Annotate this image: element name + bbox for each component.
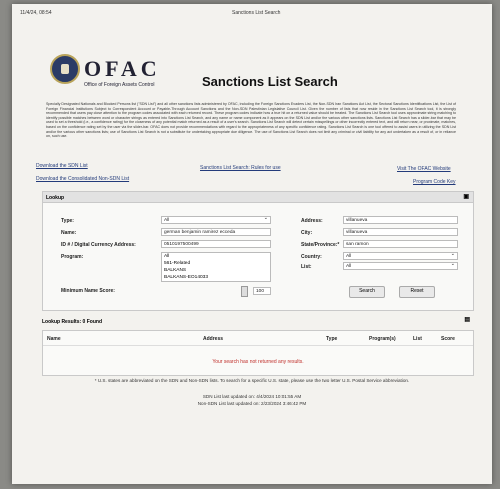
export-icon[interactable]: ▤ — [464, 317, 470, 323]
program-listbox[interactable] — [161, 252, 271, 282]
lookup-header — [43, 192, 473, 203]
state-note: * U.S. states are abbreviated on the SDN and Non-SDN lists. To search for a specific U.S. state, please use the two letter U.S. Postal Service abbreviation. — [94, 378, 410, 383]
intro-text: Specially Designated Nationals and Blocked Persons list ("SDN List") and all other sanctions lists administered by OFAC, including the Foreign Sanctions Evaders List, the Non-SDN Iran Sanctions Act List, the Sectoral Sanctions Identifications List, the List of Foreign Financial Institutions Subject to Correspondent Account or Payable-Through Account Sanctions and the Non-SDN Palestinian Legislative Council List. Given the number of lists that now reside in the Sanctions List Search tool, it is strongly recommended that users pay close attention to the program codes associated with each returned record. These program codes indicate how a true hit on a returned value should be treated. The Sanctions List Search tool uses approximate string matching to identify possible matches between word or character strings as entered into Sanctions List Search, and any name or name component as it appears on the SDN List and/or the various other sanctions lists. Sanctions List Search has a slider-bar that may be used to set a threshold (i.e., a confidence rating) for the closeness of any potential match returned as a result of a user's search. Sanctions List Search will detect certain misspellings or other incorrectly entered text, and will return near, or proximate, matches, based on the confidence rating set by the user via the slider-bar. OFAC does not provide recommendations with regard to the appropriateness of any specific confidence rating. Sanctions List Search is one tool offered to assist users in utilizing the SDN List and/or the various other sanctions lists; use of Sanctions List Search is not a substitute for undertaking appropriate due diligence. The use of Sanctions List Search does not limit any criminal or civil liability for any act undertaken as a result of, or in reliance on, such use. — [46, 102, 456, 139]
address-label: Address: — [301, 218, 323, 224]
empty-message: Your search has not returned any results. — [212, 359, 304, 365]
col-programs[interactable]: Program(s) — [369, 336, 396, 342]
city-label: City: — [301, 230, 313, 236]
download-non-sdn-link[interactable]: Download the Consolidated Non-SDN List — [36, 176, 130, 182]
col-list[interactable]: List — [413, 336, 422, 342]
print-date: 11/4/24, 08:54 — [20, 10, 52, 16]
program-option[interactable]: BALKANS-EO14033 — [164, 275, 208, 280]
download-sdn-link[interactable]: Download the SDN List — [36, 163, 88, 169]
score-label: Minimum Name Score: — [61, 288, 115, 294]
sdn-updated: SDN List last updated on: 4/4/2024 10:01:55 AM — [202, 394, 302, 399]
col-address[interactable]: Address — [203, 336, 224, 342]
state-input[interactable]: san ramon — [343, 240, 458, 248]
score-input[interactable]: 100 — [253, 287, 271, 295]
non-sdn-updated: Non-SDN List last updated on: 2/23/2024 3:46:42 PM — [197, 401, 307, 406]
header-divider — [43, 345, 473, 346]
type-select[interactable]: All ⌄ — [161, 216, 271, 224]
lookup-title: Lookup — [46, 195, 65, 201]
name-label: Name: — [61, 230, 77, 236]
program-option[interactable]: All — [164, 254, 170, 259]
id-label: ID # / Digital Currency Address: — [61, 242, 136, 248]
score-slider-handle[interactable] — [241, 286, 248, 297]
program-option[interactable]: 561-Related — [164, 261, 191, 266]
col-name[interactable]: Name — [47, 336, 61, 342]
lookup-panel — [42, 191, 474, 311]
col-type[interactable]: Type — [326, 336, 338, 342]
city-input[interactable]: villanueva — [343, 228, 458, 236]
search-button[interactable]: Search — [349, 286, 385, 298]
collapse-icon[interactable]: ▣ — [463, 194, 469, 200]
print-page-title: Sanctions List Search — [232, 10, 281, 16]
program-option[interactable]: BALKANS — [164, 268, 187, 273]
address-input[interactable]: villanueva — [343, 216, 458, 224]
program-label: Program: — [61, 254, 84, 260]
results-table — [42, 330, 474, 376]
state-label: State/Province:* — [301, 242, 340, 248]
treasury-seal-icon — [50, 54, 80, 84]
country-select[interactable]: All ⌄ — [343, 252, 458, 260]
list-label: List: — [301, 264, 312, 270]
reset-button[interactable]: Reset — [399, 286, 435, 298]
visit-ofac-link[interactable]: Visit The OFAC Website — [397, 166, 451, 172]
list-select[interactable]: All ⌄ — [343, 262, 458, 270]
results-title — [42, 319, 472, 325]
program-key-link[interactable]: Program Code Key — [413, 179, 456, 185]
results-title-text: Lookup Results: 0 Found — [42, 319, 102, 325]
rules-link[interactable]: Sanctions List Search: Rules for use — [200, 165, 281, 171]
id-input[interactable]: 0510197500499 — [161, 240, 271, 248]
printed-page — [12, 4, 492, 484]
country-label: Country: — [301, 254, 322, 260]
name-input[interactable]: german benjamin ramirez ecceda — [161, 228, 271, 236]
type-label: Type: — [61, 218, 74, 224]
col-score[interactable]: Score — [441, 336, 455, 342]
ofac-logo: OFAC — [84, 56, 161, 81]
ofac-subtitle: Office of Foreign Assets Control — [84, 82, 155, 88]
page-title: Sanctions List Search — [202, 74, 338, 89]
